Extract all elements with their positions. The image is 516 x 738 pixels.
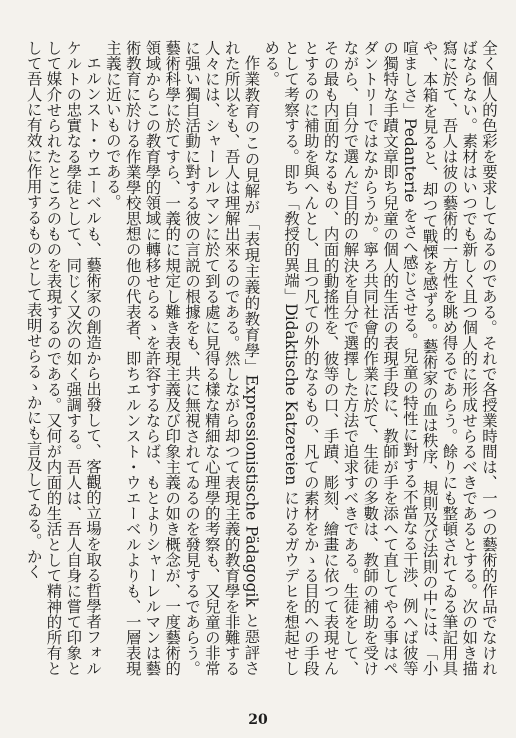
page-number: 20	[248, 712, 268, 728]
paragraph: 全く個人的色彩を要求してゐるのである。それで各授業時間は、一つの藝術的作品でなければならない。素材はいつでも新しく且つ個人的に形成せらるべきであるとする。次の如き描寫に於て、吾人は彼の藝術的一方性を眺め得るであらう。餘りにも整頓されてゐる筆記用具や、本箱を見ると、却つて戰慄を感ずる。藝術家の血は秩序、規則及び法則の中には、「小喧ましさ」Pedanterie をさへ感じさせる。兒童の特性に對する不當なる干渉、例へば彼等の獨特な手蹟文章即ち兒童の個人的生活の表現手段に、教師が手を添へて直してやる事はペダントリーではなからうか。寧ろ共同社會的作業に於て、生徒の多數は、教師の補助を受けながら、自分で選んだ目的の解決を自分で選擇した方法で追求すべきである。生徒をして、その最も内面的なるもの、内面的動搖性を、彼等の口、手蹟、彫刻、繪畫に依つて表現せんとするのに補助を與へんとし、且つ凡ての外的なるもの、凡ての素材をかゝる目的への手段として考察する。即ち「敎授的異端」Didaktische Katzereien にけるガウデヒを想起せしめる。	[262, 40, 498, 676]
vertical-text-body	[18, 40, 498, 676]
paragraph: 作業教育のこの見解が「表現主義的教育學」Expressionistische Pädagogik と惡評された所以をも、吾人は理解出來るのである。然しながら却つて表現主義的教育學を非難する人々には、シャーレルマンに於て到る處に見得る樣な精細な心理學的考察も、又兒童の非常に强い獨自活動に對する彼の言説の根據をも、共に無視されてゐるのを發見するであらう。藝術科學に於てすら、一義的に規定し難き表現主義及び印象主義の如き概念が、一度藝術的領域からこの教育學的領域に轉移せらるゝを許容するならば、もとよりシャーレルマンは藝術教育に於ける作業學校思想の他の代表者、即ちエルンスト・ウエーベルよりも、一層表現主義に近いものである。	[103, 40, 261, 676]
paragraph: エルンスト・ウエーベルも、藝術家の創造から出發して、客觀的立場を取る哲學者フォルケルトの忠實なる學徒として、同じく又次の如く强調する。吾人は、吾人自身に嘗て印象として媒介せられたところのものを表現するのである。又何が内面的生活として精神的所有として吾人に有效に作用するものとして表明せらるゝかにも言及してゐる。かく	[24, 40, 103, 676]
